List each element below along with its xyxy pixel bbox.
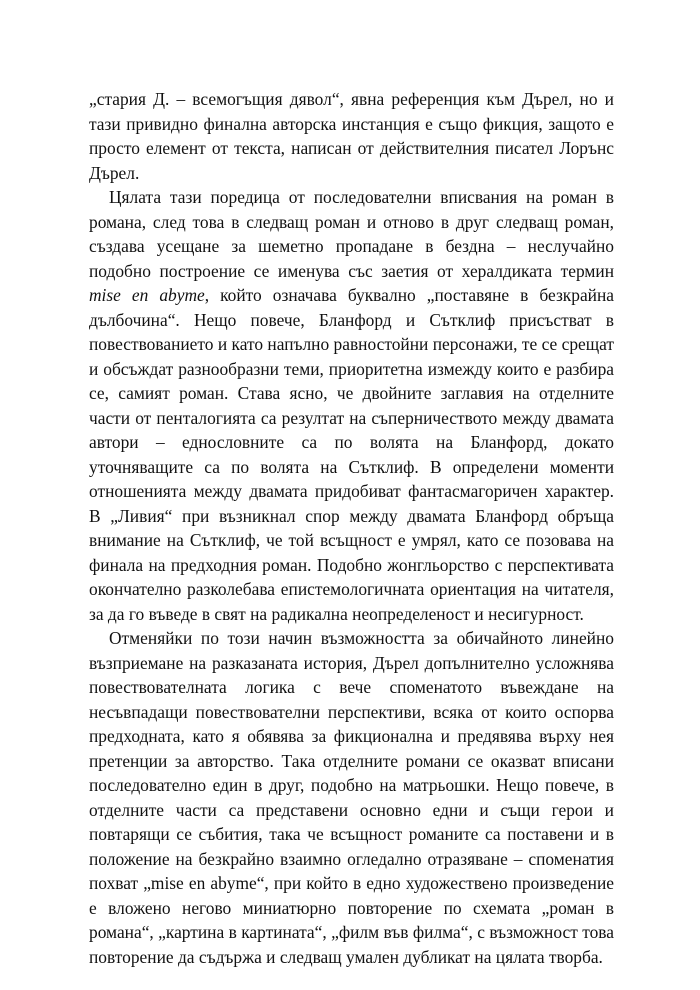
paragraph-2-text-b: , който означава буквално „поставяне в безкрайна дълбочина“. Нещо повече, Бланфорд и Сътклиф присъстват в повествованието и като напълно равностойни персонажи, те се срещат и обсъждат разнообразни теми, приоритетна измежду които е разбира се, самият роман. Става ясно, че двойните заглавия на отделните части от пенталогията са резултат на съперничеството между двамата автори – еднословните са по волята на Бланфорд, докато уточняващите са по волята на Сътклиф. В определени моменти отношенията между двамата придобиват фантасмагоричен характер. В „Ливия“ при възникнал спор между двамата Бланфорд обръща внимание на Сътклиф, че той всъщност е умрял, като се позовава на финала на предходния роман. Подобно жонгльорство с перспективата окончателно разколебава епистемологичната ориентация на читателя, за да го въведе в свят на радикална неопределеност и несигурност. bbox=[89, 285, 615, 624]
paragraph-3-text: Отменяйки по този начин възможността за обичайното линейно възприемане на разказаната история, Дърел допълнително усложнява повествователната логика с вече споменатото въвеждане на несъвпадащи повествователни перспективи, всяка от които оспорва предходната, като я обявява за фикционална и предявява върху нея претенции за авторство. Така отделните романи се оказват вписани последователно един в друг, подобно на матрьошки. Нещо повече, в отделните части са представени основно едни и същи герои и повтарящи се събития, така че всъщност романите са поставени и в положение на безкрайно взаимно огледално отразяване – споменатия похват „mise en abyme“, при който в едно художествено произведение е вложено негово миниатюрно повторение по схемата „роман в романа“, „картина в картината“, „филм във филма“, с възможност това повторение да съдържа и следващ умален дубликат на цялата творба. bbox=[89, 628, 614, 967]
paragraph-2-term-italic: mise en abyme bbox=[89, 285, 205, 305]
document-page bbox=[89, 87, 614, 969]
paragraph-2 bbox=[89, 185, 614, 626]
paragraph-2-text-a: Цялата тази поредица от последователни вписвания на роман в романа, след това в следващ роман и отново в друг следващ роман, създава усещане за шеметно пропадане в бездна – неслучайно подобно построение се именува със заетия от хералдиката термин bbox=[89, 187, 614, 281]
paragraph-1-text: „стария Д. – всемогъщия дявол“, явна референция към Дърел, но и тази привидно финална авторска инстанция е също фикция, защото е просто елемент от текста, написан от действителния писател Лорънс Дърел. bbox=[89, 89, 614, 183]
paragraph-1 bbox=[89, 87, 614, 185]
paragraph-3 bbox=[89, 626, 614, 969]
